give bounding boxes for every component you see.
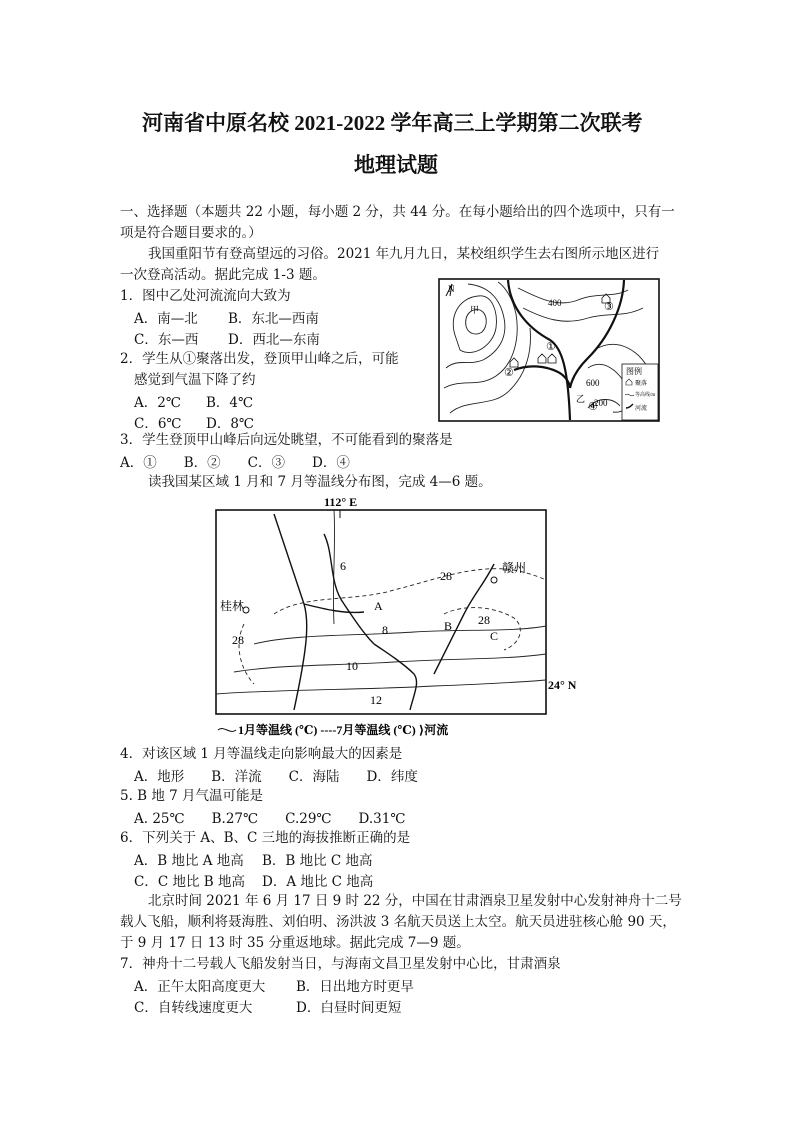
contour-map bbox=[438, 278, 660, 422]
passage1-line2: 一次登高活动。据此完成 1-3 题。 bbox=[120, 267, 326, 283]
q6-option-c: C．C 地比 B 地高 bbox=[134, 874, 245, 890]
q6-option-d: D．A 地比 C 地高 bbox=[262, 874, 374, 890]
iso-10: 10 bbox=[346, 659, 358, 673]
contour-600-label: 600 bbox=[586, 378, 600, 388]
q1-option-c: C．东—西 bbox=[134, 332, 199, 348]
legend-river: 河流 bbox=[635, 406, 648, 412]
paper-title: 河南省中原名校 2021-2022 学年高三上学期第二次联考 bbox=[142, 111, 643, 135]
paper-subtitle: 地理试题 bbox=[354, 153, 438, 177]
q5-stem: 5. B 地 7 月气温可能是 bbox=[120, 788, 264, 804]
isotherm-legend: 1月等温线 (℃) ----7月等温线 (℃) ⟩河流 bbox=[238, 723, 449, 737]
q4-stem: 4．对该区域 1 月等温线走向影响最大的因素是 bbox=[120, 746, 403, 762]
legend-settlement: 聚落 bbox=[635, 381, 648, 387]
passage3-line1: 北京时间 2021 年 6 月 17 日 9 时 22 分，中国在甘肃酒泉卫星发射中心发射神舟十二号 bbox=[148, 893, 682, 909]
q7-option-c: C．自转线速度更大 bbox=[134, 1000, 253, 1016]
point-b: B bbox=[444, 619, 453, 633]
q1-stem: 1．图中乙处河流流向大致为 bbox=[120, 288, 291, 304]
q1-option-b: B．东北—西南 bbox=[228, 311, 319, 327]
section-intro-line1: 一、选择题（本题共 22 小题，每小题 2 分，共 44 分。在每小题给出的四个选项中，只有一 bbox=[120, 204, 675, 220]
iso-8: 8 bbox=[382, 623, 388, 637]
legend-title: 图例 bbox=[626, 367, 642, 376]
legend-contour: 等高线/m bbox=[635, 393, 656, 398]
q4-options: A．地形 B．洋流 C．海陆 D．纬度 bbox=[134, 769, 418, 785]
point-a: A bbox=[374, 599, 383, 613]
iso-28-a: 28 bbox=[440, 569, 452, 583]
q7-option-b: B．日出地方时更早 bbox=[296, 979, 414, 995]
q2-option-a: A．2℃ bbox=[134, 395, 181, 411]
settlement-3: ③ bbox=[604, 301, 614, 313]
city-ganzhou: 赣州 bbox=[502, 561, 527, 575]
q2-option-c: C．6℃ bbox=[134, 416, 182, 432]
settlement-2: ② bbox=[504, 367, 514, 379]
q3-options: A．① B．② C．③ D．④ bbox=[120, 455, 350, 471]
contour-400-label: 400 bbox=[548, 298, 562, 308]
contour-200-label: 200 bbox=[594, 398, 608, 408]
q2-stem-line1: 2．学生从①聚落出发，登顶甲山峰之后，可能 bbox=[120, 351, 399, 367]
q2-option-b: B．4℃ bbox=[206, 395, 254, 411]
passage1-line1: 我国重阳节有登高望远的习俗。2021 年九月九日，某校组织学生去右图所示地区进行 bbox=[148, 246, 660, 262]
settlement-4: ④ bbox=[588, 401, 598, 413]
q7-option-d: D．白昼时间更短 bbox=[296, 1000, 402, 1016]
iso-12: 12 bbox=[370, 693, 382, 707]
settlement-1: ① bbox=[546, 341, 556, 353]
point-c: C bbox=[490, 629, 499, 643]
iso-28-c: 28 bbox=[478, 613, 490, 627]
q7-option-a: A．正午太阳高度更大 bbox=[134, 979, 266, 995]
q3-stem: 3．学生登顶甲山峰后向远处眺望，不可能看到的聚落是 bbox=[120, 432, 453, 448]
q2-stem-line2: 感觉到气温下降了约 bbox=[134, 372, 256, 388]
q5-options: A. 25℃ B.27℃ C.29℃ D.31℃ bbox=[134, 811, 406, 827]
longitude-label: 112° E bbox=[324, 495, 358, 509]
iso-6: 6 bbox=[340, 559, 346, 573]
north-label: N bbox=[448, 284, 455, 294]
q1-option-d: D．西北—东南 bbox=[228, 332, 320, 348]
q6-option-a: A．B 地比 A 地高 bbox=[134, 853, 244, 869]
yi-label: 乙 bbox=[576, 394, 586, 404]
iso-28-b: 28 bbox=[232, 633, 244, 647]
passage2: 读我国某区域 1 月和 7 月等温线分布图，完成 4—6 题。 bbox=[148, 474, 492, 490]
latitude-label: 24° N bbox=[548, 678, 577, 692]
q1-option-a: A．南—北 bbox=[134, 311, 198, 327]
q6-option-b: B．B 地比 C 地高 bbox=[262, 853, 373, 869]
section-intro-line2: 项是符合题目要求的。） bbox=[120, 225, 262, 241]
q2-option-d: D．8℃ bbox=[206, 416, 255, 432]
peak-label: 甲 bbox=[470, 305, 480, 315]
passage3-line2: 载人飞船，顺利将聂海胜、刘伯明、汤洪波 3 名航天员送上太空。航天员进驻核心舱 90 天， bbox=[120, 914, 676, 930]
q6-stem: 6．下列关于 A、B、C 三地的海拔推断正确的是 bbox=[120, 830, 411, 846]
q7-stem: 7．神舟十二号载人飞船发射当日，与海南文昌卫星发射中心比，甘肃酒泉 bbox=[120, 956, 561, 972]
isotherm-map bbox=[214, 494, 577, 742]
city-guilin: 桂林 bbox=[220, 599, 245, 613]
passage3-line3: 于 9 月 17 日 13 时 35 分重返地球。据此完成 7—9 题。 bbox=[120, 935, 470, 951]
